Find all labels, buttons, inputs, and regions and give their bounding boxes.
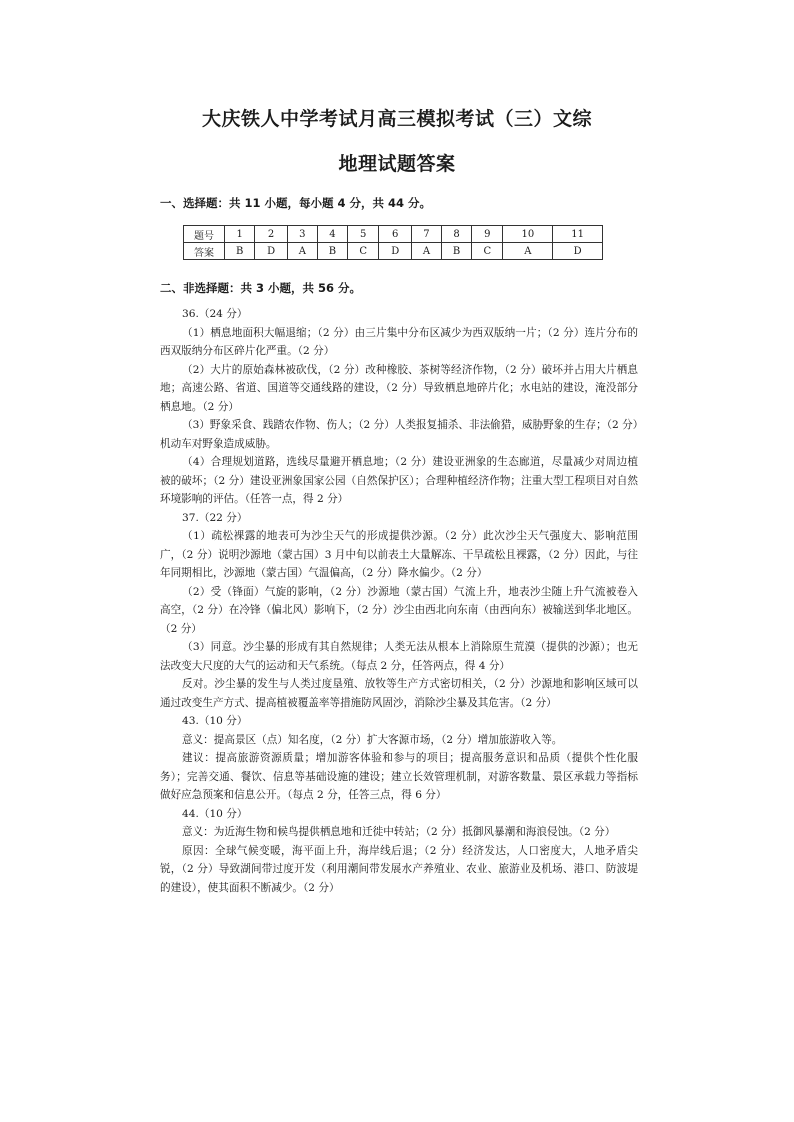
answer-paragraph: （4）合理规划道路，选线尽量避开栖息地；（2 分）建设亚洲象的生态廊道，尽量减少对周边植被的破坏；（2 分）建设亚洲象国家公园（自然保护区）；合理种植经济作物；注重大型工程项目对自然环境影响的评估。（任答一点，得 2 分）: [160, 456, 638, 505]
table-cell: B: [441, 243, 471, 260]
table-cell: D: [255, 243, 288, 260]
answer-paragraph: 建议：提高旅游资源质量；增加游客体验和参与的项目；提高服务意识和品质（提供个性化服务）；完善交通、餐饮、信息等基础设施的建设；建立长效管理机制，对游客数量、景区承载力等指标做好应急预案和信息公开。（每点 2 分，任答三点，得 6 分）: [160, 752, 638, 801]
table-cell: B: [317, 243, 347, 260]
row-label-answer: 答案: [184, 243, 225, 260]
answer-paragraph: （1）栖息地面积大幅退缩；（2 分）由三片集中分布区减少为西双版纳一片；（2 分）连片分布的西双版纳分布区碎片化严重。（2 分）: [160, 326, 638, 357]
table-cell: 11: [553, 226, 603, 243]
table-cell: A: [287, 243, 317, 260]
table-row-numbers: [184, 226, 603, 243]
table-cell: 4: [317, 226, 347, 243]
table-cell: 9: [472, 226, 503, 243]
page-subtitle: 地理试题答案: [338, 153, 456, 175]
question-heading: 44.（10 分）: [182, 807, 248, 820]
answer-paragraph: 意义：提高景区（点）知名度，（2 分）扩大客源市场，（2 分）增加旅游收入等。: [182, 733, 563, 746]
answer-paragraph: （3）同意。沙尘暴的形成有其自然规律；人类无法从根本上消除原生荒漠（提供的沙源）；也无法改变大尺度的大气的运动和天气系统。（每点 2 分，任答两点，得 4 分）: [160, 641, 638, 672]
table-cell: 6: [379, 226, 412, 243]
table-cell: C: [348, 243, 379, 260]
row-label-number: 题号: [184, 226, 225, 243]
answer-paragraph: （1）疏松裸露的地表可为沙尘天气的形成提供沙源。（2 分）此次沙尘天气强度大、影响范围广，（2 分）说明沙源地（蒙古国）3 月中旬以前表土大量解冻、干旱疏松且裸露，（2 分）因此，与往年同期相比，沙源地（蒙古国）气温偏高，（2 分）降水偏少。（2 分）: [160, 530, 638, 579]
table-cell: 2: [255, 226, 288, 243]
answer-table: [183, 225, 603, 260]
table-cell: D: [553, 243, 603, 260]
answer-paragraph: （2）受（锋面）气旋的影响，（2 分）沙源地（蒙古国）气流上升，地表沙尘随上升气流被卷入高空，（2 分）在冷锋（偏北风）影响下，（2 分）沙尘由西北向东南（由西向东）被输送到华北地区。（2 分）: [160, 585, 638, 635]
answer-body: [160, 305, 638, 897]
table-row-answers: [184, 243, 603, 260]
table-cell: A: [412, 243, 442, 260]
table-cell: 5: [348, 226, 379, 243]
table-cell: 8: [441, 226, 471, 243]
table-cell: 7: [412, 226, 442, 243]
table-cell: 3: [287, 226, 317, 243]
table-cell: C: [472, 243, 503, 260]
answer-paragraph: 意义：为近海生物和候鸟提供栖息地和迁徙中转站；（2 分）抵御风暴潮和海浪侵蚀。（2 分）: [182, 826, 616, 838]
answer-paragraph: 原因：全球气候变暖，海平面上升，海岸线后退；（2 分）经济发达，人口密度大，人地矛盾尖锐，（2 分）导致湖间带过度开发（利用潮间带发展水产养殖业、农业、旅游业及机场、港口、防波堤的建设），使其面积不断减少。（2 分）: [160, 844, 638, 894]
table-cell: D: [379, 243, 412, 260]
table-cell: A: [503, 243, 553, 260]
answer-paragraph: （3）野象采食、践踏农作物、伤人；（2 分）人类报复捕杀、非法偷猎，威胁野象的生存；（2 分）机动车对野象造成威胁。: [160, 419, 638, 450]
answer-paragraph: 反对。沙尘暴的发生与人类过度垦殖、放牧等生产方式密切相关，（2 分）沙源地和影响区域可以通过改变生产方式、提高植被覆盖率等措施防风固沙，消除沙尘暴及其危害。（2 分）: [160, 678, 638, 709]
question-heading: 36.（24 分）: [182, 308, 248, 320]
table-cell: 10: [503, 226, 553, 243]
table-cell: B: [225, 243, 255, 260]
question-heading: 37.（22 分）: [182, 511, 248, 524]
section-choice-heading: 一、选择题：共 11 小题，每小题 4 分，共 44 分。: [160, 196, 432, 210]
table-cell: 1: [225, 226, 255, 243]
answer-paragraph: （2）大片的原始森林被砍伐，（2 分）改种橡胶、茶树等经济作物，（2 分）破坏并占用大片栖息地；高速公路、省道、国道等交通线路的建设，（2 分）导致栖息地碎片化；水电站的建设，淹没部分栖息地。（2 分）: [160, 363, 638, 413]
page-title: 大庆铁人中学考试月高三模拟考试（三）文综: [201, 108, 592, 130]
question-heading: 43.（10 分）: [182, 715, 248, 727]
section-nonchoice-heading: 二、非选择题：共 3 小题，共 56 分。: [160, 281, 362, 295]
